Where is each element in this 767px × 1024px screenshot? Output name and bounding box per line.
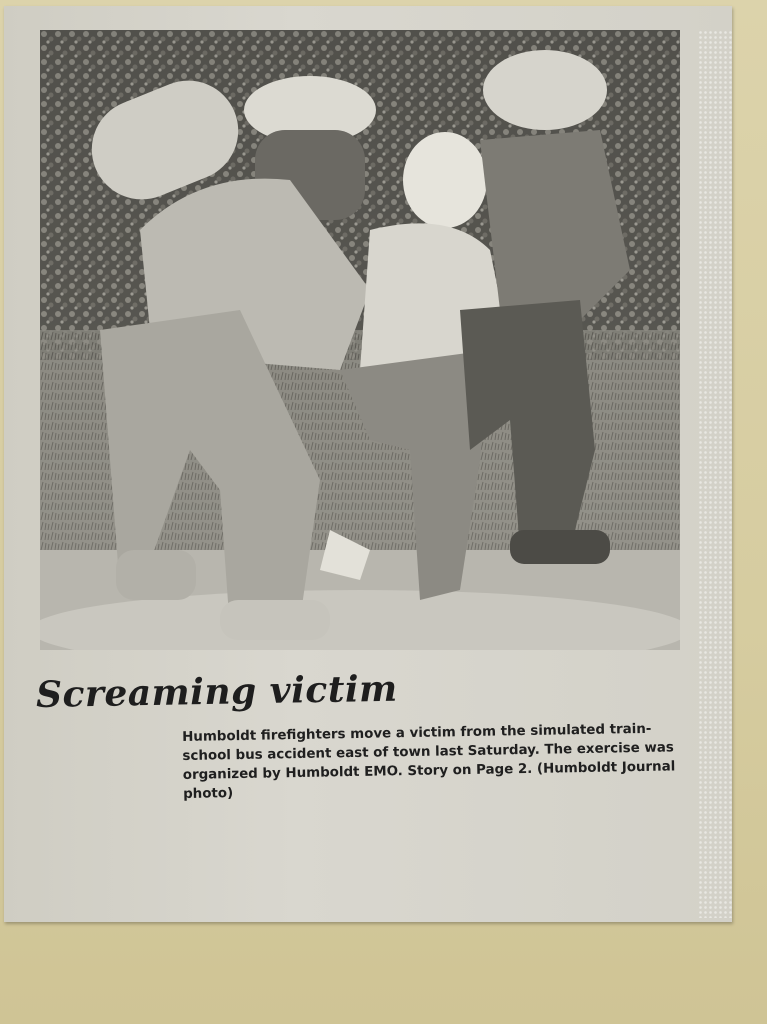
- firefighters-photo-icon: [40, 30, 680, 650]
- news-photo: [40, 30, 680, 650]
- laminate-texture-edge: [698, 30, 732, 918]
- photo-caption: Humboldt firefighters move a victim from the simulated train-school bus accident east of town last Saturday. The exercise was organized by Humboldt EMO. Story on Page 2. (Humboldt Journal photo): [182, 721, 676, 802]
- newspaper-clipping: [4, 6, 732, 922]
- headline: Screaming victim: [35, 667, 398, 716]
